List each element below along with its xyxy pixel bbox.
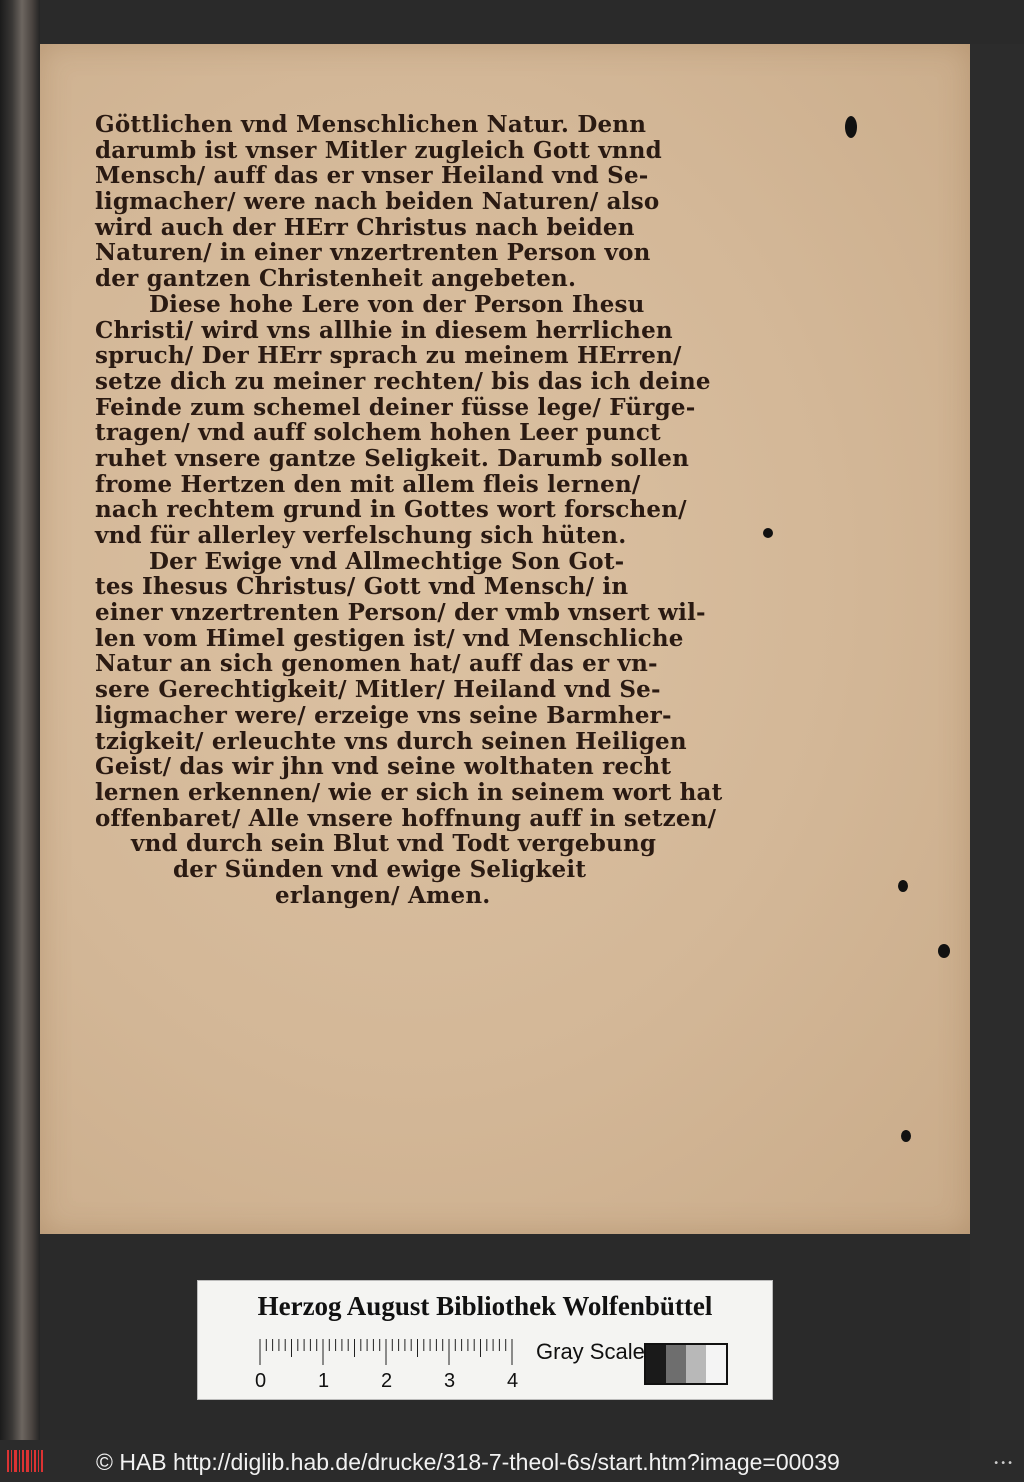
text-line: Natur an sich genomen hat/ auff das er vn- [95,650,658,678]
text-line: vnd durch sein Blut vnd Todt vergebung [131,830,657,858]
gray-scale-swatches [644,1343,728,1385]
barcode-icon [6,1448,44,1474]
page-text [95,111,723,909]
text-line: Göttlichen vnd Menschlichen Natur. Denn [95,111,647,138]
copyright-url[interactable]: © HAB http://diglib.hab.de/drucke/318-7-theol-6s/start.htm?image=00039 [96,1449,840,1475]
text-line: darumb ist vnser Mitler zugleich Gott vnnd [95,136,662,164]
text-line: der gantzen Christenheit angebeten. [95,265,577,293]
text-line: wird auch der HErr Christus nach beiden [95,213,635,241]
text-line: der Sünden vnd ewige Seligkeit [173,855,587,883]
color-target-card [197,1280,773,1400]
text-line: nach rechtem grund in Gottes wort forschen/ [95,496,687,524]
menu-dots-icon[interactable]: ••• [993,1458,1014,1469]
binding-hole [845,116,857,138]
ruler-label: 2 [381,1370,393,1392]
text-line: erlangen/ Amen. [275,881,491,909]
gray-swatch [646,1345,666,1383]
binding-hole [901,1130,911,1142]
text-line: Diese hohe Lere von der Person Ihesu [149,290,645,318]
text-line: tragen/ vnd auff solchem hohen Leer punct [95,419,661,447]
institution-name: Herzog August Bibliothek Wolfenbüttel [257,1291,713,1321]
binding-hole [898,880,908,892]
binding-hole [763,528,773,538]
ruler-label: 3 [444,1370,456,1392]
gray-scale-label: Gray Scale [536,1339,645,1364]
text-line: einer vnzertrenten Person/ der vmb vnsert wil- [95,599,706,627]
text-line: Der Ewige vnd Allmechtige Son Got- [149,547,625,575]
gray-swatch [666,1345,686,1383]
page-background-right [970,44,1024,1444]
gray-swatch [706,1345,726,1383]
text-line: tzigkeit/ erleuchte vns durch seinen Heiligen [95,727,687,755]
measurement-ruler [255,1339,522,1392]
book-binding-edge [0,0,40,1440]
text-line: len vom Himel gestigen ist/ vnd Menschliche [95,624,684,652]
text-line: vnd für allerley verfelschung sich hüten. [95,522,627,549]
text-line: ruhet vnsere gantze Seligkeit. Darumb sollen [95,444,690,472]
text-line: lernen erkennen/ wie er sich in seinem wort hat [95,778,723,806]
text-line: Feinde zum schemel deiner füsse lege/ Fürge- [95,393,696,421]
text-line: offenbaret/ Alle vnsere hoffnung auff in setzen/ [95,804,717,832]
text-line: spruch/ Der HErr sprach zu meinem HErren/ [95,342,682,370]
footer-bar [0,1440,1024,1482]
text-line: frome Hertzen den mit allem fleis lernen/ [95,470,641,498]
gray-swatch [686,1345,706,1383]
text-line: tes Ihesus Christus/ Gott vnd Mensch/ in [95,573,629,601]
ruler-label: 4 [507,1370,519,1392]
text-line: setze dich zu meiner rechten/ bis das ich deine [95,367,711,395]
ruler-label: 0 [255,1370,267,1392]
text-line: Christi/ wird vns allhie in diesem herrlichen [95,316,673,344]
text-line: ligmacher/ were nach beiden Naturen/ also [95,188,660,216]
text-line: sere Gerechtigkeit/ Mitler/ Heiland vnd Se- [95,676,661,704]
ruler-label: 1 [318,1370,330,1392]
text-line: ligmacher were/ erzeige vns seine Barmher- [95,701,672,729]
binding-hole [938,944,950,958]
text-line: Naturen/ in einer vnzertrenten Person von [95,239,651,267]
text-line: Geist/ das wir jhn vnd seine wolthaten recht [95,753,672,781]
text-line: Mensch/ auff das er vnser Heiland vnd Se- [95,162,649,190]
